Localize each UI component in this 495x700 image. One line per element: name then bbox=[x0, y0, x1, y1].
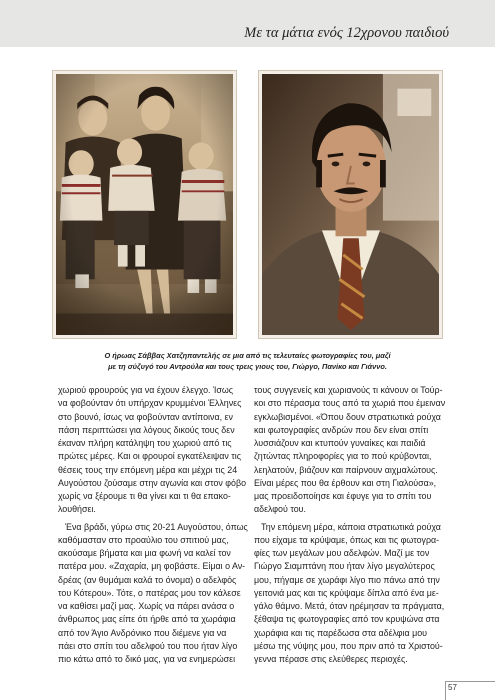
text-line: τους συγγενείς και χωριανούς τι κάνουν οι Τούρ- bbox=[254, 385, 443, 395]
running-title: Με τα μάτια ενός 12χρονου παιδιού bbox=[244, 25, 449, 41]
text-line: καθόμασταν στο προαύλιο του σπιτιού μας, bbox=[58, 534, 229, 545]
text-line: χωριού φρουρούς για να έχουν έλεγχο. Ίσως bbox=[58, 385, 234, 395]
text-line: θέσεις τους την επόμενη μέρα και μέχρι τις 24 bbox=[58, 464, 238, 475]
caption-line: Ο ήρωας Σάββας Χατζηπαντελής σε μια από τις τελευταίες φωτογραφίες του, μαζί bbox=[104, 351, 391, 360]
text-line: δρέας (αν θυμάμαι καλά το όνομα) ο αδελφός bbox=[58, 574, 237, 585]
text-line: μέσω της νύψης μου, που πριν από τα Χριστού- bbox=[254, 640, 443, 651]
text-line: γάλο θάμνο. Μετά, όταν ηρέμησαν τα πράγματα, bbox=[254, 601, 445, 611]
portrait-photo-image bbox=[262, 74, 439, 335]
text-line: που είχαμε τα κρύψαμε, όπως και τις φωτογρα- bbox=[254, 534, 440, 545]
text-line: του Κότερου». Τότε, ο πατέρας μου τον κάλεσε bbox=[58, 587, 241, 598]
portrait-photo bbox=[259, 71, 442, 338]
photo-caption bbox=[40, 351, 455, 372]
family-photo bbox=[53, 71, 236, 338]
text-line: πάει στο σπίτι του αδελφού του που ήταν λίγο bbox=[58, 640, 238, 651]
text-line: μας προειδοποίησε και έφυγε για το σπίτι του bbox=[254, 491, 432, 501]
text-line: χωρίς να ξέρουμε τι θα γίνει και τι θα επακο- bbox=[58, 491, 231, 501]
text-line: ξέθαψα τις φωτογραφίες από τον κρυψώνα στα bbox=[254, 614, 440, 625]
text-line: Γιώργο Σιαμπτάνη που ήταν λίγο μεγαλύτερος bbox=[254, 561, 435, 572]
text-line: κοι στο πέρασμα τους από τα χωριά που έμειναν bbox=[254, 398, 446, 409]
text-line: γειτονιά μας και τις κρύψαμε δίπλα από ένα με- bbox=[254, 587, 439, 598]
text-line: λεηλατούν, βιάζουν και παίρνουν αιχμαλώτους. bbox=[254, 464, 438, 475]
text-line: ζητώντας πληροφορίες για το πού κρύβονται, bbox=[254, 451, 432, 462]
text-line: πρώτες μέρες. Και οι φρουροί εγκατέλειψαν τις bbox=[58, 451, 242, 462]
text-line: έκαναν πλήρη κατάληψη του χωριού από τις bbox=[58, 438, 232, 448]
text-line: γεννα πέρασε στις ελεύθερες περιοχές. bbox=[254, 654, 408, 664]
text-line: να φοβούνταν ότι υπήρχαν κρυμμένοι Έλληνες bbox=[58, 398, 242, 409]
text-line: εγκλωβισμένοι. «Όπου δουν στρατιωτικά ρούχα bbox=[254, 411, 441, 422]
text-line: λυσσιάζουν και κτυπούν γυναίκες και παιδιά bbox=[254, 438, 426, 448]
text-line: από τον Άγιο Ανδρόνικο που διέμενε για να bbox=[58, 627, 227, 638]
text-line: ακούσαμε βήματα και μια φωνή να καλεί τον bbox=[58, 548, 231, 558]
text-line: λουθήσει. bbox=[58, 504, 96, 515]
page-number: 57 bbox=[448, 683, 457, 692]
text-line: Αυγούστου ζούσαμε στην αγωνία και στον φόβο bbox=[58, 477, 247, 488]
text-line: Ένα βράδι, γύρω στις 20-21 Αυγούστου, όπως bbox=[65, 521, 248, 532]
caption-line: με τη σύζυγό του Αντρούλα και τους τρεις γιους του, Γιώργο, Πανίκο και Γιάννο. bbox=[108, 361, 387, 371]
text-line: Την επόμενη μέρα, κάποια στρατιωτικά ρούχα bbox=[261, 521, 441, 532]
right-column bbox=[254, 384, 444, 666]
family-photo-image bbox=[56, 74, 233, 335]
text-line: αδελφού του. bbox=[254, 504, 306, 515]
text-line: στο βουνό, ίσως να φοβούνταν αντίποινα, εν bbox=[58, 411, 233, 422]
left-column bbox=[58, 384, 248, 666]
text-line: άνθρωπος μας είπε ότι ήρθε από τα χωράφια bbox=[58, 614, 236, 625]
text-line: να καθίσει μαζί μας. Χωρίς να πάρει ανάσα ο bbox=[58, 601, 235, 611]
text-line: Είναι μέρες που θα έρθουν και στη Γιαλούσα», bbox=[254, 477, 437, 488]
text-line: μου, πήγαμε σε χωράφι λίγο πιο πάνω από την bbox=[254, 574, 440, 585]
text-line: πάση περιπτώσει για λόγους δικούς τους δεν bbox=[58, 424, 235, 435]
text-line: χωράφια και τις παρέδωσα στα αδέλφια μου bbox=[254, 627, 428, 638]
text-line: και φωτογραφίες ανδρών που δεν είναι σπίτι bbox=[254, 424, 429, 435]
text-line: πιο κάτω από το δικό μας, για να ενημερώσει bbox=[58, 654, 236, 664]
text-line: πατέρα μου. «Ζαχαρία, μη φοβάστε. Είμαι ο Αν- bbox=[58, 561, 246, 572]
text-line: φίες των μεγάλων μου αδελφών. Μαζί με τον bbox=[254, 548, 430, 558]
